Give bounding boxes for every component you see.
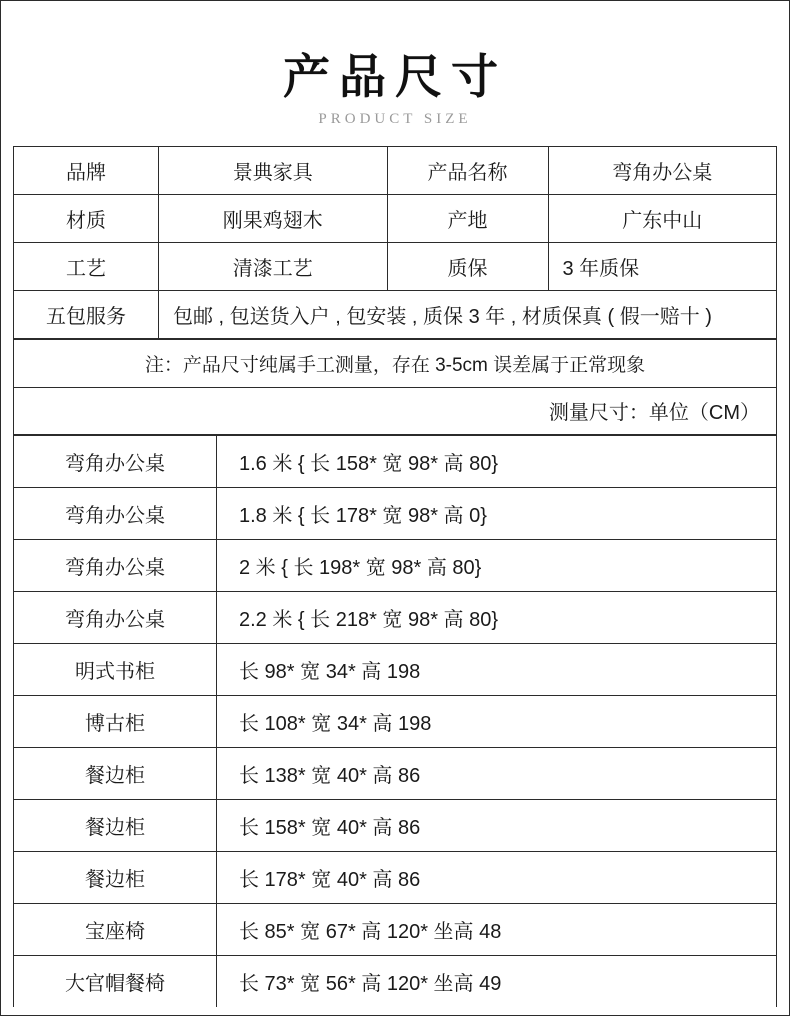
- size-item-name: 弯角办公桌: [14, 487, 217, 539]
- size-item-name: 餐边柜: [14, 747, 217, 799]
- page-title: 产品尺寸: [283, 52, 507, 104]
- spec-value-origin: 广东中山: [548, 194, 777, 242]
- size-item-dimension: 长 85* 宽 67* 高 120* 坐高 48: [217, 903, 777, 955]
- table-row: [14, 695, 777, 747]
- spec-label-craft: 工艺: [14, 242, 159, 290]
- table-row: [14, 799, 777, 851]
- size-item-dimension: 长 138* 宽 40* 高 86: [217, 747, 777, 799]
- size-item-name: 博古柜: [14, 695, 217, 747]
- spec-value-product-name: 弯角办公桌: [548, 146, 777, 194]
- page-subtitle: PRODUCT SIZE: [318, 110, 472, 127]
- size-item-dimension: 1.6 米 { 长 158* 宽 98* 高 80}: [217, 435, 777, 487]
- size-item-name: 餐边柜: [14, 799, 217, 851]
- sheet-inner: [13, 11, 777, 1007]
- table-row: [14, 591, 777, 643]
- table-row: [14, 747, 777, 799]
- table-row: [14, 290, 777, 338]
- table-row: [14, 487, 777, 539]
- spec-label-product-name: 产品名称: [387, 146, 548, 194]
- spec-value-warranty: 3 年质保: [548, 242, 777, 290]
- size-item-dimension: 2 米 { 长 198* 宽 98* 高 80}: [217, 539, 777, 591]
- table-row: [14, 194, 777, 242]
- spec-label-warranty: 质保: [387, 242, 548, 290]
- spec-label-origin: 产地: [387, 194, 548, 242]
- spec-label-brand: 品牌: [14, 146, 159, 194]
- table-row: [14, 435, 777, 487]
- size-item-name: 明式书柜: [14, 643, 217, 695]
- size-item-dimension: 长 178* 宽 40* 高 86: [217, 851, 777, 903]
- size-item-dimension: 长 108* 宽 34* 高 198: [217, 695, 777, 747]
- table-row: [14, 903, 777, 955]
- spec-value-brand: 景典家具: [159, 146, 388, 194]
- table-row: [14, 387, 777, 434]
- size-item-name: 宝座椅: [14, 903, 217, 955]
- size-item-dimension: 1.8 米 { 长 178* 宽 98* 高 0}: [217, 487, 777, 539]
- size-item-dimension: 长 98* 宽 34* 高 198: [217, 643, 777, 695]
- size-item-dimension: 长 73* 宽 56* 高 120* 坐高 49: [217, 955, 777, 1007]
- size-item-dimension: 长 158* 宽 40* 高 86: [217, 799, 777, 851]
- table-row: [14, 851, 777, 903]
- note-table: [13, 339, 777, 435]
- size-item-name: 弯角办公桌: [14, 591, 217, 643]
- spec-value-craft: 清漆工艺: [159, 242, 388, 290]
- size-list-table: [13, 435, 777, 1007]
- table-row: [14, 643, 777, 695]
- size-item-name: 餐边柜: [14, 851, 217, 903]
- size-item-name: 弯角办公桌: [14, 539, 217, 591]
- table-row: [14, 242, 777, 290]
- spec-value-material: 刚果鸡翅木: [159, 194, 388, 242]
- specification-table: [13, 146, 777, 339]
- table-row: [14, 955, 777, 1007]
- table-row: [14, 339, 777, 387]
- table-row: [14, 146, 777, 194]
- title-block: [13, 11, 777, 146]
- spec-label-service: 五包服务: [14, 290, 159, 338]
- measurement-unit-note: 测量尺寸：单位（CM）: [14, 387, 777, 434]
- spec-value-service: 包邮 , 包送货入户 , 包安装 , 质保 3 年 , 材质保真 ( 假一赔十 ): [159, 290, 777, 338]
- size-item-name: 大官帽餐椅: [14, 955, 217, 1007]
- size-item-dimension: 2.2 米 { 长 218* 宽 98* 高 80}: [217, 591, 777, 643]
- spec-label-material: 材质: [14, 194, 159, 242]
- table-row: [14, 539, 777, 591]
- measurement-note: 注：产品尺寸纯属手工测量，存在 3-5cm 误差属于正常现象: [14, 339, 777, 387]
- size-item-name: 弯角办公桌: [14, 435, 217, 487]
